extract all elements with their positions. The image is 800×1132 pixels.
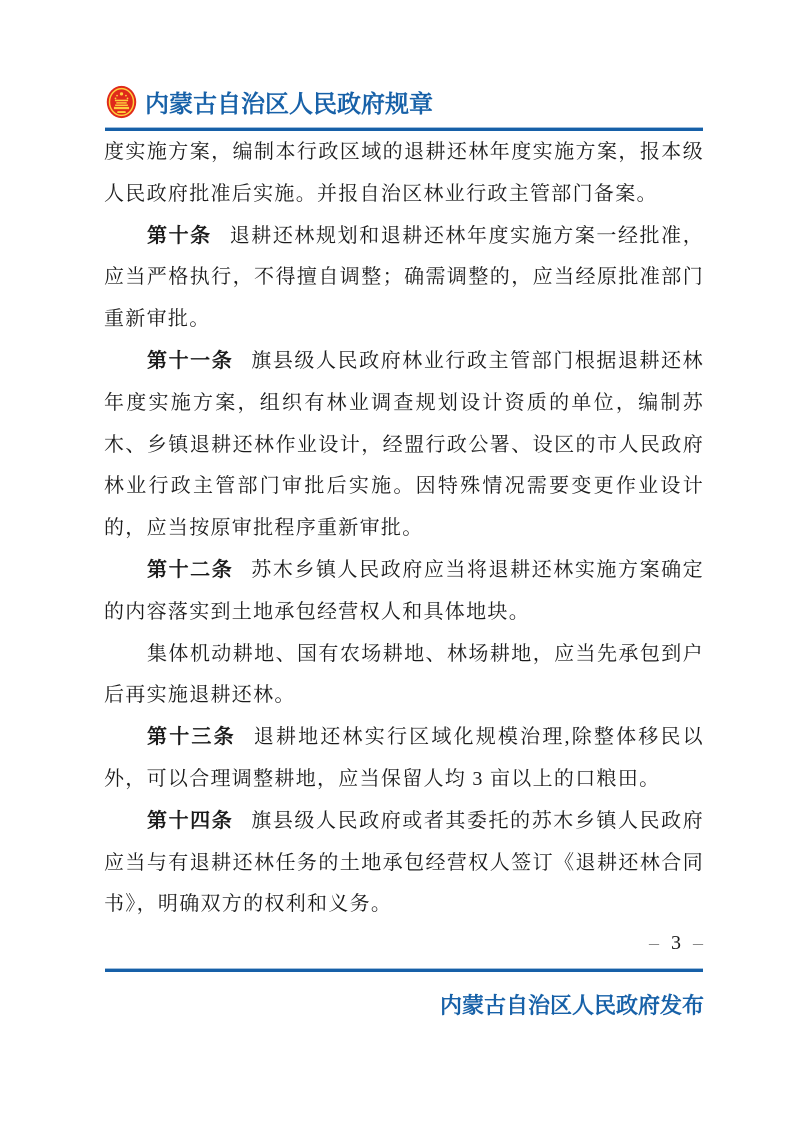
publisher-line: 内蒙古自治区人民政府发布 [439,993,704,1018]
article-number: 第十条 [147,224,212,247]
document-header [106,84,433,119]
page-number-value: 3 [671,932,681,954]
china-national-emblem-icon [106,85,137,119]
article-text: 苏木乡镇人民政府应当将退耕还林实施方案确定的内容落实到土地承包经营权人和具体地块。 [104,558,704,623]
article-text: 退耕地还林实行区域化规模治理,除整体移民以外，可以合理调整耕地，应当保留人均 3 亩以上的口粮田。 [104,726,704,790]
page-number-dash: – [693,932,703,954]
paragraph-article-14 [104,801,704,926]
article-text: 度实施方案，编制本行政区域的退耕还林年度实施方案，报本级人民政府批准后实施。并报自治区林业行政主管部门备案。 [104,141,704,205]
paragraph-article-11 [104,341,704,550]
article-number: 第十四条 [147,809,234,832]
paragraph-article-13 [104,717,704,801]
paragraph-article-10 [104,216,704,341]
article-text: 旗县级人民政府或者其委托的苏木乡镇人民政府应当与有退耕还林任务的土地承包经营权人签订《退耕还林合同书》，明确双方的权利和义务。 [104,809,704,916]
article-number: 第十一条 [147,349,234,372]
page-title: 内蒙古自治区人民政府规章 [145,91,433,118]
page-number [649,932,703,955]
footer-divider [105,968,703,972]
document-body [104,132,704,926]
header-divider [105,127,703,131]
paragraph [104,132,704,216]
article-number: 第十二条 [147,558,234,581]
article-number: 第十三条 [147,726,236,749]
article-text: 退耕还林规划和退耕还林年度实施方案一经批准，应当严格执行，不得擅自调整；确需调整的，应当经原批准部门重新审批。 [104,224,704,331]
paragraph [104,634,704,718]
paragraph-article-12 [104,550,704,634]
article-text: 集体机动耕地、国有农场耕地、林场耕地，应当先承包到户后再实施退耕还林。 [104,642,704,707]
article-text: 旗县级人民政府林业行政主管部门根据退耕还林年度实施方案，组织有林业调查规划设计资质的单位，编制苏木、乡镇退耕还林作业设计，经盟行政公署、设区的市人民政府林业行政主管部门审批后实施。因特殊情况需要变更作业设计的，应当按原审批程序重新审批。 [104,349,704,540]
page-number-dash: – [649,932,659,954]
